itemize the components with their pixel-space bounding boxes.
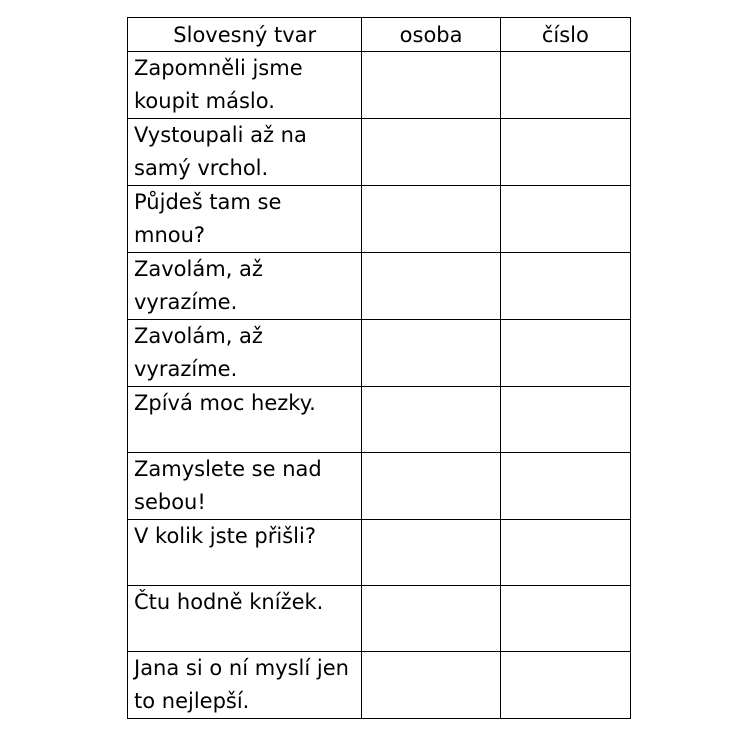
verb-form-cell: Zapomněli jsme koupit máslo. — [128, 52, 362, 119]
verb-form-cell: Zpívá moc hezky. — [128, 387, 362, 453]
number-answer-cell[interactable] — [500, 586, 630, 652]
person-answer-cell[interactable] — [362, 253, 500, 320]
person-answer-cell[interactable] — [362, 652, 500, 719]
verb-form-cell: Čtu hodně knížek. — [128, 586, 362, 652]
verb-form-cell: Zavolám, až vyrazíme. — [128, 253, 362, 320]
number-answer-cell[interactable] — [500, 453, 630, 520]
verb-form-cell: Jana si o ní myslí jen to nejlepší. — [128, 652, 362, 719]
person-answer-cell[interactable] — [362, 520, 500, 586]
person-answer-cell[interactable] — [362, 320, 500, 387]
verb-form-cell: Vystoupali až na samý vrchol. — [128, 119, 362, 186]
person-answer-cell[interactable] — [362, 119, 500, 186]
person-answer-cell[interactable] — [362, 453, 500, 520]
table-row — [128, 652, 631, 719]
header-person: osoba — [362, 18, 500, 52]
person-answer-cell[interactable] — [362, 586, 500, 652]
table-row — [128, 320, 631, 387]
table-row — [128, 520, 631, 586]
table-row — [128, 119, 631, 186]
verb-form-cell: Zavolám, až vyrazíme. — [128, 320, 362, 387]
verb-worksheet-table — [127, 17, 631, 719]
number-answer-cell[interactable] — [500, 652, 630, 719]
table-row — [128, 453, 631, 520]
number-answer-cell[interactable] — [500, 320, 630, 387]
number-answer-cell[interactable] — [500, 387, 630, 453]
table-row — [128, 387, 631, 453]
number-answer-cell[interactable] — [500, 52, 630, 119]
number-answer-cell[interactable] — [500, 520, 630, 586]
table-row — [128, 586, 631, 652]
header-row — [128, 18, 631, 52]
number-answer-cell[interactable] — [500, 119, 630, 186]
number-answer-cell[interactable] — [500, 253, 630, 320]
table-row — [128, 253, 631, 320]
header-verb-form: Slovesný tvar — [128, 18, 362, 52]
person-answer-cell[interactable] — [362, 387, 500, 453]
table-row — [128, 186, 631, 253]
header-number: číslo — [500, 18, 630, 52]
number-answer-cell[interactable] — [500, 186, 630, 253]
table-row — [128, 52, 631, 119]
verb-form-cell: Půjdeš tam se mnou? — [128, 186, 362, 253]
verb-form-cell: V kolik jste přišli? — [128, 520, 362, 586]
verb-form-cell: Zamyslete se nad sebou! — [128, 453, 362, 520]
person-answer-cell[interactable] — [362, 52, 500, 119]
person-answer-cell[interactable] — [362, 186, 500, 253]
